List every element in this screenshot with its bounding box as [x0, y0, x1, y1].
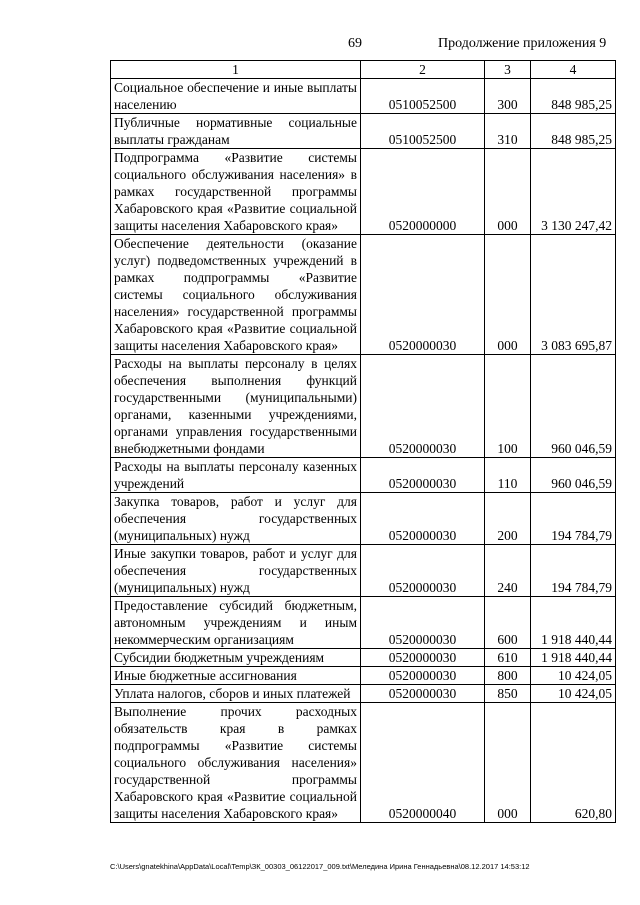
row-code: 0520000030	[361, 597, 485, 649]
table-header-row	[111, 61, 616, 79]
row-name: Иные бюджетные ассигнования	[111, 667, 361, 685]
row-type: 100	[485, 355, 531, 458]
row-name: Обеспечение деятельности (оказание услуг) подведомственных учреждений в рамках подпрограммы «Развитие системы социального обслуживания населения» государственной программы Хабаровского края «Развитие социальной защиты населения Хабаровского края»	[111, 235, 361, 355]
row-amount: 1 918 440,44	[531, 597, 616, 649]
table-row	[111, 703, 616, 823]
row-code: 0520000030	[361, 235, 485, 355]
table-row	[111, 667, 616, 685]
row-code: 0510052500	[361, 114, 485, 149]
row-name: Публичные нормативные социальные выплаты гражданам	[111, 114, 361, 149]
row-amount: 194 784,79	[531, 493, 616, 545]
row-amount: 10 424,05	[531, 685, 616, 703]
footer-file-path: C:\Users\gnatekhina\AppData\Local\Temp\ЗК_00303_06122017_009.txt\Меледина Ирина Геннадьевна\08.12.2017 14:53:12	[110, 862, 530, 871]
row-code: 0510052500	[361, 79, 485, 114]
row-type: 800	[485, 667, 531, 685]
row-type: 600	[485, 597, 531, 649]
table-row	[111, 458, 616, 493]
row-type: 240	[485, 545, 531, 597]
row-name: Социальное обеспечение и иные выплаты населению	[111, 79, 361, 114]
row-code: 0520000000	[361, 149, 485, 235]
row-amount: 960 046,59	[531, 355, 616, 458]
row-code: 0520000030	[361, 667, 485, 685]
row-name: Расходы на выплаты персоналу казенных учреждений	[111, 458, 361, 493]
row-type: 610	[485, 649, 531, 667]
row-name: Иные закупки товаров, работ и услуг для обеспечения государственных (муниципальных) нужд	[111, 545, 361, 597]
table-row	[111, 114, 616, 149]
row-name: Субсидии бюджетным учреждениям	[111, 649, 361, 667]
budget-table	[110, 60, 616, 823]
row-name: Предоставление субсидий бюджетным, автономным учреждениям и иным некоммерческим организациям	[111, 597, 361, 649]
row-name: Выполнение прочих расходных обязательств края в рамках подпрограммы «Развитие системы социального обслуживания населения» государственной программы Хабаровского края «Развитие социальной защиты населения Хабаровского края»	[111, 703, 361, 823]
row-name: Закупка товаров, работ и услуг для обеспечения государственных (муниципальных) нужд	[111, 493, 361, 545]
row-code: 0520000040	[361, 703, 485, 823]
row-amount: 10 424,05	[531, 667, 616, 685]
row-name: Расходы на выплаты персоналу в целях обеспечения выполнения функций государственными (муниципальными) органами, казенными учреждениями, органами управления государственными внебюджетными фондами	[111, 355, 361, 458]
row-code: 0520000030	[361, 493, 485, 545]
row-amount: 3 130 247,42	[531, 149, 616, 235]
row-amount: 848 985,25	[531, 114, 616, 149]
table-row	[111, 235, 616, 355]
row-amount: 194 784,79	[531, 545, 616, 597]
table-row	[111, 597, 616, 649]
table-row	[111, 685, 616, 703]
row-type: 850	[485, 685, 531, 703]
page-number: 69	[348, 36, 362, 51]
column-header: 3	[485, 61, 531, 79]
row-amount: 620,80	[531, 703, 616, 823]
row-amount: 3 083 695,87	[531, 235, 616, 355]
row-code: 0520000030	[361, 458, 485, 493]
row-code: 0520000030	[361, 545, 485, 597]
row-name: Уплата налогов, сборов и иных платежей	[111, 685, 361, 703]
row-type: 000	[485, 235, 531, 355]
row-type: 200	[485, 493, 531, 545]
row-code: 0520000030	[361, 685, 485, 703]
row-code: 0520000030	[361, 649, 485, 667]
row-type: 000	[485, 149, 531, 235]
row-type: 300	[485, 79, 531, 114]
row-amount: 848 985,25	[531, 79, 616, 114]
row-type: 000	[485, 703, 531, 823]
row-type: 310	[485, 114, 531, 149]
table-row	[111, 545, 616, 597]
row-type: 110	[485, 458, 531, 493]
table-row	[111, 149, 616, 235]
row-code: 0520000030	[361, 355, 485, 458]
row-amount: 960 046,59	[531, 458, 616, 493]
row-name: Подпрограмма «Развитие системы социального обслуживания населения» в рамках государственной программы Хабаровского края «Развитие социальной защиты населения Хабаровского края»	[111, 149, 361, 235]
column-header: 1	[111, 61, 361, 79]
table-row	[111, 493, 616, 545]
table-row	[111, 649, 616, 667]
table-row	[111, 355, 616, 458]
table-row	[111, 79, 616, 114]
row-amount: 1 918 440,44	[531, 649, 616, 667]
column-header: 2	[361, 61, 485, 79]
appendix-label: Продолжение приложения 9	[438, 36, 607, 51]
column-header: 4	[531, 61, 616, 79]
